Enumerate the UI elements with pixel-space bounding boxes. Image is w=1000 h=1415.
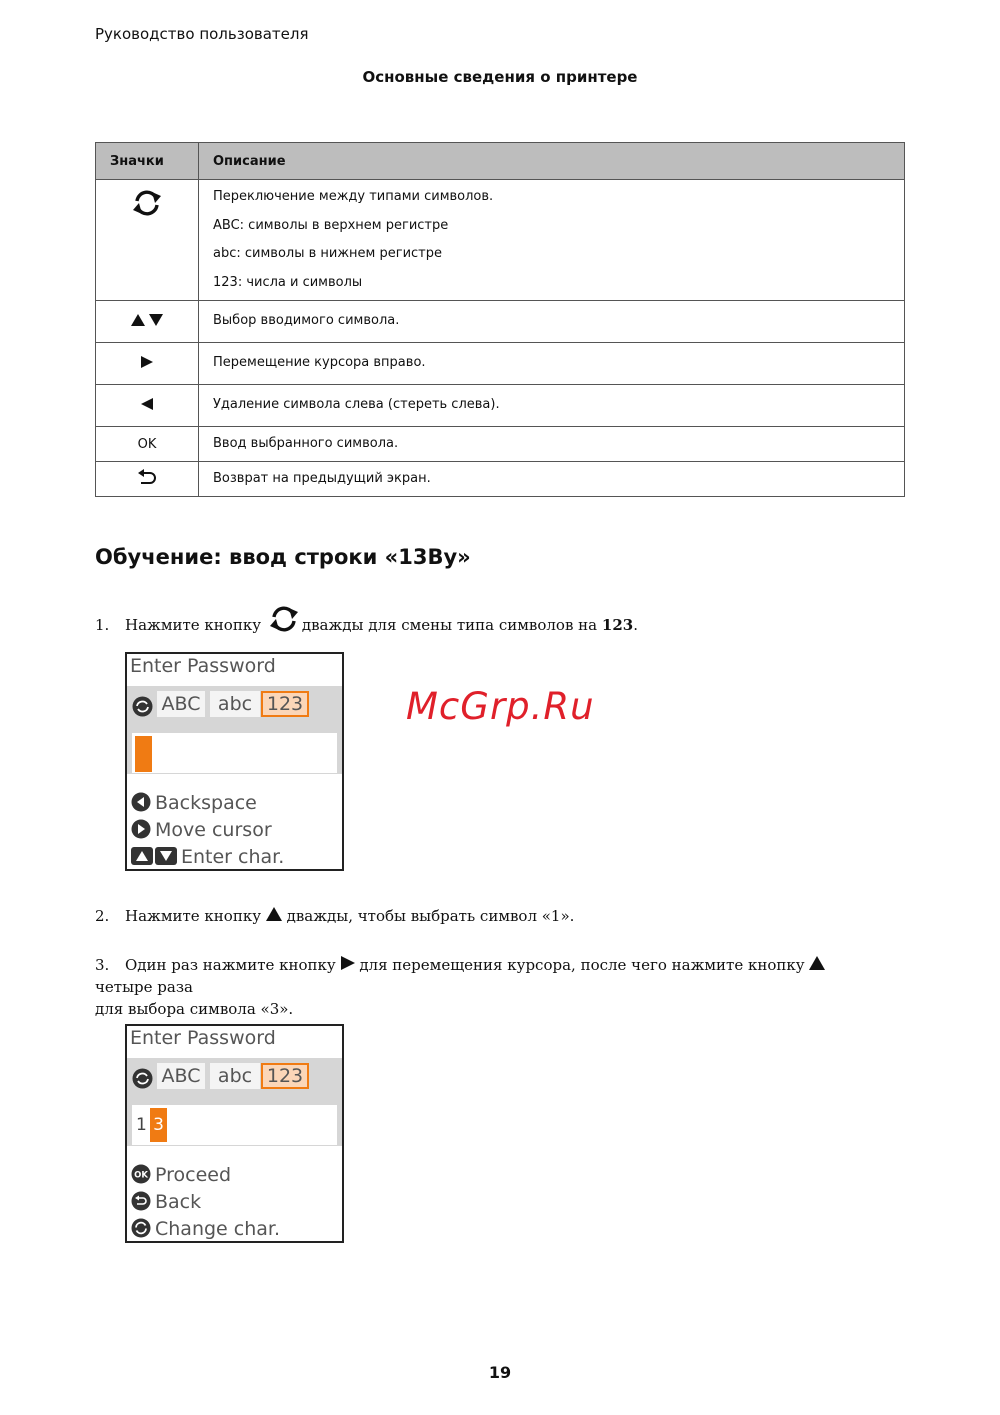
menu-move-cursor: Move cursor [131, 817, 272, 844]
left-button-icon [131, 792, 151, 812]
mode-123-selected[interactable]: 123 [261, 1063, 309, 1089]
table-row [96, 343, 905, 385]
mode-abc-upper[interactable]: ABC [157, 691, 205, 717]
table-row [96, 427, 905, 462]
table-row [96, 301, 905, 343]
ok-button-icon [131, 1164, 151, 1184]
step-3: 3. Один раз нажмите кнопку для перемещения курсора, после чего нажмите кнопку четыре раза для выбора символа «3». [95, 954, 885, 1020]
menu-change-char: Change char. [131, 1216, 280, 1243]
table-row [96, 180, 905, 301]
table-cell-description: Перемещение курсора вправо. [199, 343, 905, 385]
table-cell-description: Ввод выбранного символа. [199, 427, 905, 462]
cycle-button-icon [131, 1218, 151, 1238]
lcd-screen-enter-password-2 [125, 1024, 344, 1243]
cycle-button-icon [132, 696, 153, 717]
table-row [96, 462, 905, 497]
ok-label: OK [96, 427, 199, 462]
tutorial-heading: Обучение: ввод строки «13By» [95, 545, 471, 569]
cycle-button-icon [132, 1068, 153, 1089]
mode-bar [127, 1058, 342, 1146]
icons-table [95, 142, 905, 497]
menu-enter-char: Enter char. [131, 844, 284, 871]
menu-proceed: OK Proceed [131, 1162, 231, 1189]
menu-backspace: Backspace [131, 790, 257, 817]
step-2: 2. Нажмите кнопку дважды, чтобы выбрать символ «1». [95, 907, 575, 925]
return-arrow-icon [137, 469, 157, 485]
page-number: 19 [488, 1363, 512, 1382]
mode-123-selected[interactable]: 123 [261, 691, 309, 717]
right-button-icon [131, 819, 151, 839]
up-triangle-icon [266, 907, 282, 921]
table-cell-description: Возврат на предыдущий экран. [199, 462, 905, 497]
text-cursor [135, 736, 152, 772]
lcd-screen-enter-password [125, 652, 344, 871]
section-title: Основные сведения о принтере [362, 68, 638, 86]
password-input[interactable] [132, 733, 337, 773]
typed-text: 1 [136, 1115, 147, 1135]
mode-abc-lower[interactable]: abc [210, 691, 260, 717]
up-down-buttons-icon [131, 846, 177, 866]
column-header-icons: Значки [96, 143, 199, 180]
table-cell-description: Переключение между типами символов. ABC: символы в верхнем регистре abc: символы в нижнем регистре 123: числа и символы [199, 180, 905, 301]
text-cursor-char: 3 [150, 1108, 167, 1142]
menu-back: Back [131, 1189, 201, 1216]
left-triangle-icon [140, 397, 154, 411]
table-row [96, 385, 905, 427]
screen-title: Enter Password [130, 655, 276, 677]
cycle-arrows-icon [131, 188, 163, 218]
right-triangle-icon [341, 956, 355, 970]
running-title: Руководство пользователя [95, 25, 309, 43]
mode-abc-lower[interactable]: abc [210, 1063, 260, 1089]
right-triangle-icon [140, 355, 154, 369]
table-cell-description: Удаление символа слева (стереть слева). [199, 385, 905, 427]
password-input[interactable] [132, 1105, 337, 1145]
up-triangle-icon [809, 956, 825, 970]
table-header-row [96, 143, 905, 180]
svg-text:OK: OK [134, 1170, 148, 1181]
watermark: McGrp.Ru [406, 685, 595, 728]
table-cell-description: Выбор вводимого символа. [199, 301, 905, 343]
mode-bar [127, 686, 342, 774]
up-down-triangles-icon [130, 313, 164, 327]
cycle-arrows-icon [268, 604, 300, 634]
column-header-description: Описание [199, 143, 905, 180]
mode-abc-upper[interactable]: ABC [157, 1063, 205, 1089]
step-1: 1. Нажмите кнопку дважды для смены типа символов на 123. [95, 604, 885, 636]
back-button-icon [131, 1191, 151, 1211]
screen-title: Enter Password [130, 1027, 276, 1049]
